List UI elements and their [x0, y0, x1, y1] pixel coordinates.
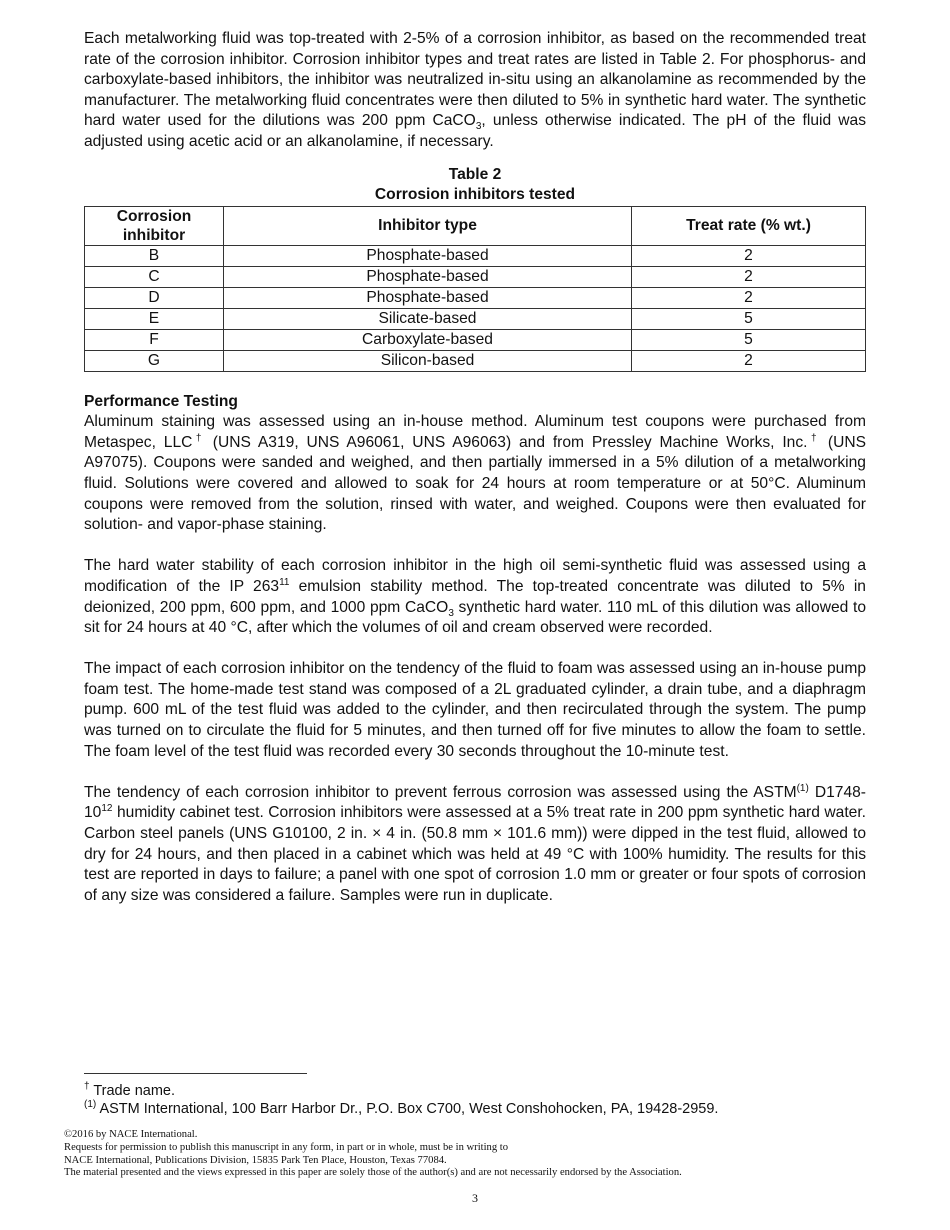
superscript: 11: [279, 576, 290, 588]
paragraph-fluid-preparation: [84, 29, 866, 153]
table-row: [85, 287, 866, 308]
copyright-notice: [64, 1129, 682, 1180]
cell: F: [85, 329, 224, 350]
cell: Silicate-based: [224, 308, 632, 329]
cell: 5: [632, 308, 866, 329]
cell: 2: [632, 287, 866, 308]
subscript: 3: [475, 121, 482, 133]
superscript: †: [192, 432, 205, 444]
table-title: Corrosion inhibitors tested: [374, 185, 576, 203]
footnote-mark: †: [84, 1081, 90, 1093]
text: Aluminum staining was assessed using an in-house method. Aluminum test coupons were purchased from Metaspec, LLC: [84, 413, 866, 451]
footnote: [84, 1100, 718, 1118]
column-header: Inhibitor type: [224, 206, 632, 245]
cell: 5: [632, 329, 866, 350]
table-row: [85, 350, 866, 371]
text: (UNS A319, UNS A96061, UNS A96063) and from Pressley Machine Works, Inc.: [204, 433, 808, 451]
cell: Carboxylate-based: [224, 329, 632, 350]
inhibitors-table: [84, 206, 866, 372]
cell: Phosphate-based: [224, 245, 632, 266]
footnote-divider: [84, 1073, 307, 1074]
text: The hard water stability of each corrosion inhibitor in the high oil semi-synthetic fluid was assessed using a modification of the IP 263: [84, 557, 866, 595]
table-header-row: [85, 206, 866, 245]
cell: D: [85, 287, 224, 308]
cell: 2: [632, 245, 866, 266]
legal-line: NACE International, Publications Division, 15835 Park Ten Place, Houston, Texas 77084.: [64, 1154, 447, 1166]
cell: G: [85, 350, 224, 371]
table-label: Table 2: [448, 165, 502, 183]
legal-line: Requests for permission to publish this manuscript in any form, in part or in whole, must be in writing to: [64, 1141, 509, 1153]
footnote-text: Trade name.: [89, 1083, 175, 1099]
paragraph-hard-water: [84, 556, 866, 638]
cell: Phosphate-based: [224, 287, 632, 308]
footnote: [84, 1082, 718, 1100]
text: Each metalworking fluid was top-treated with 2-5% of a corrosion inhibitor, as based on the recommended treat rate of the corrosion inhibitor. Corrosion inhibitor types and treat rates are listed in Table 2. For phosphorus- and carboxylate-based inhibitors, the inhibitor was neutralized in-situ using an alkanolamine as recommended by the manufacturer. The metalworking fluid concentrates were then diluted to 5% in synthetic hard water. The synthetic hard water used for the dilutions was 200 ppm CaCO: [84, 30, 866, 130]
table-row: [85, 245, 866, 266]
paragraph-humidity-test: [84, 783, 866, 907]
text: emulsion stability method. The top-treated concentrate was diluted to 5% in deionized, 200 ppm, 600 ppm, and 1000 ppm CaCO: [84, 577, 866, 616]
text: , unless otherwise indicated. The pH of the fluid was adjusted using acetic acid or an alkanolamine, if necessary.: [84, 112, 866, 150]
text: D1748-10: [84, 783, 866, 822]
table-row: [85, 329, 866, 350]
table-row: [85, 308, 866, 329]
paragraph-foam-test: The impact of each corrosion inhibitor on the tendency of the fluid to foam was assessed using an in-house pump foam test. The home-made test stand was composed of a 2L graduated cylinder, a drain tube, and a diaphragm pump. 600 mL of the test fluid was added to the cylinder, and then recirculated through the system. The pump was turned on to circulate the fluid for 5 minutes, and then turned off for five minutes to allow the foam to settle. The foam level of the test fluid was recorded every 30 seconds throughout the 10-minute test.: [84, 660, 866, 760]
cell: Phosphate-based: [224, 266, 632, 287]
table-row: [85, 266, 866, 287]
cell: 2: [632, 350, 866, 371]
column-header: Treat rate (% wt.): [632, 206, 866, 245]
cell: 2: [632, 266, 866, 287]
cell: Silicon-based: [224, 350, 632, 371]
cell: B: [85, 245, 224, 266]
footnote-text: ASTM International, 100 Barr Harbor Dr., P.O. Box C700, West Conshohocken, PA, 19428-2959.: [96, 1101, 719, 1117]
page-body: [84, 29, 866, 906]
text: The tendency of each corrosion inhibitor to prevent ferrous corrosion was assessed using the ASTM: [84, 783, 797, 801]
superscript: 12: [101, 803, 113, 815]
subscript: 3: [448, 607, 454, 619]
paragraph-aluminum-staining: [84, 412, 866, 536]
text: (UNS A97075). Coupons were sanded and weighed, and then partially immersed in a 5% dilution of a metalworking fluid. Solutions were covered and allowed to soak for 24 hours at room temperature or at 50°C. Aluminum coupons were removed from the solution, rinsed with water, and weighed. Coupons were then evaluated for solution- and vapor-phase staining.: [84, 433, 867, 534]
cell: E: [85, 308, 224, 329]
text: humidity cabinet test. Corrosion inhibitors were assessed at a 5% treat rate in 200 ppm synthetic hard water. Carbon steel panels (UNS G10100, 2 in. × 4 in. (50.8 mm × 101.6 mm)) were dipped in the test fluid, allowed to dry for 24 hours, and then placed in a cabinet which was held at 49 °C with 100% humidity. The results for this test are reported in days to failure; a panel with one spot of corrosion 1.0 mm or greater or four spots of corrosion of any size was considered a failure. Samples were run in duplicate.: [84, 804, 866, 904]
text: synthetic hard water. 110 mL of this dilution was allowed to sit for 24 hours at 40 °C, after which the volumes of oil and cream observed were recorded.: [84, 598, 866, 637]
superscript: (1): [796, 782, 809, 794]
footnotes: [84, 1082, 718, 1118]
footnote-mark: (1): [84, 1099, 97, 1111]
cell: C: [85, 266, 224, 287]
column-header: Corrosion inhibitor: [85, 206, 224, 245]
page-number: 3: [472, 1191, 478, 1205]
section-heading: Performance Testing: [84, 392, 238, 410]
superscript: †: [807, 432, 821, 444]
legal-line: ©2016 by NACE International.: [64, 1129, 198, 1140]
legal-line: The material presented and the views expressed in this paper are solely those of the author(s) and are not necessarily endorsed by the Association.: [64, 1167, 682, 1179]
